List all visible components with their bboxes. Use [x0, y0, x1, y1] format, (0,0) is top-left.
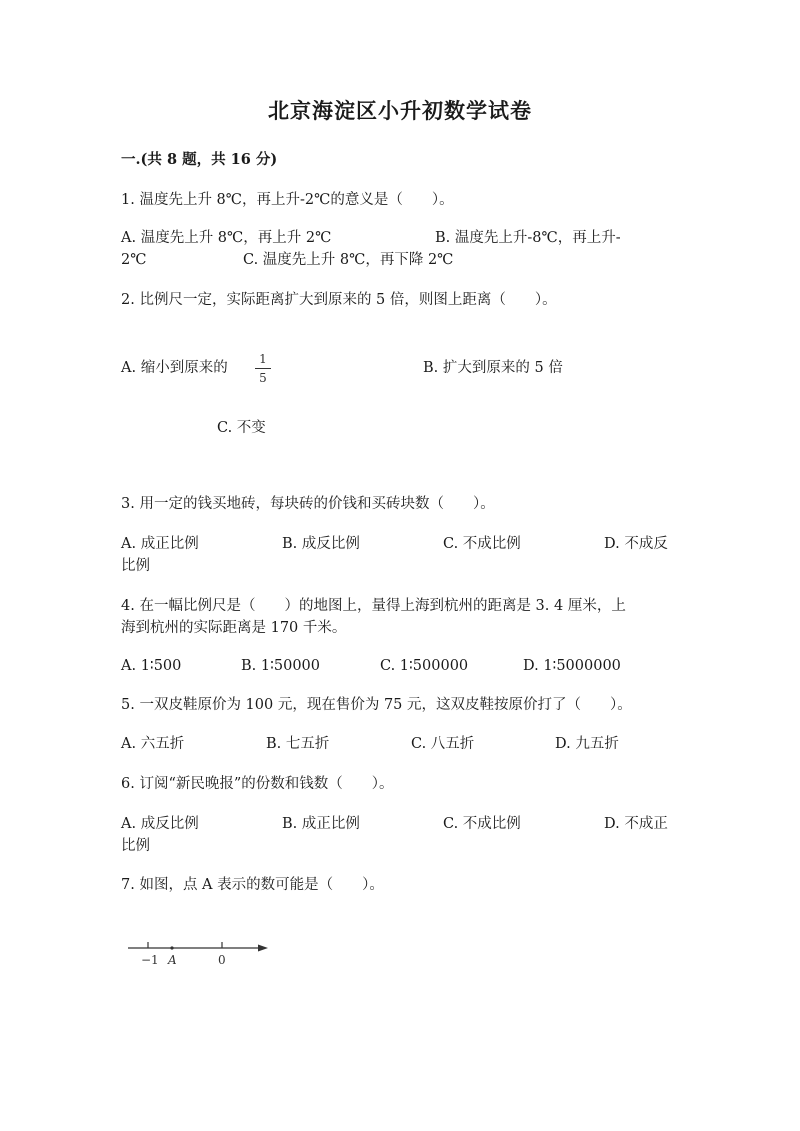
- option-b: B. 温度先上升-8℃，再上升-: [435, 230, 621, 246]
- option-d: D. 九五折: [555, 736, 619, 752]
- label-zero: 0: [218, 953, 226, 967]
- fraction-bar: [255, 368, 271, 369]
- question-stem: 4. 在一幅比例尺是（ ）的地图上，量得上海到杭州的距离是 3. 4 厘米，上: [121, 598, 626, 614]
- option-c: C. 温度先上升 8℃，再下降 2℃: [243, 252, 454, 268]
- option-d: D. 不成反: [604, 536, 668, 552]
- option-b: B. 成正比例: [282, 816, 360, 832]
- question-stem: 3. 用一定的钱买地砖，每块砖的价钱和买砖块数（ ）。: [121, 496, 495, 512]
- fraction-numerator: 1: [259, 352, 267, 366]
- option-b: B. 扩大到原来的 5 倍: [423, 360, 563, 376]
- option-d: D. 1∶5000000: [523, 658, 621, 674]
- option-a: A. 成反比例: [121, 816, 199, 832]
- question-stem: 2. 比例尺一定，实际距离扩大到原来的 5 倍，则图上距离（ ）。: [121, 292, 557, 308]
- option-c: C. 不成比例: [443, 536, 521, 552]
- option-d: D. 不成正: [604, 816, 668, 832]
- question-stem: 1. 温度先上升 8℃，再上升-2℃的意义是（ ）。: [121, 192, 454, 208]
- option-b: B. 七五折: [266, 736, 330, 752]
- page-title: 北京海淀区小升初数学试卷: [268, 98, 532, 123]
- option-b: B. 1∶50000: [241, 658, 320, 674]
- option-d-continued: 比例: [121, 558, 150, 574]
- question-stem: 6. 订阅“新民晚报”的份数和钱数（ ）。: [121, 776, 394, 792]
- option-b: B. 成反比例: [282, 536, 360, 552]
- option-c: C. 不变: [217, 420, 266, 436]
- label-point-a: A: [168, 953, 177, 967]
- fraction-one-fifth: [255, 352, 271, 385]
- section-header: 一.(共 8 题，共 16 分): [121, 151, 278, 168]
- fraction-denominator: 5: [259, 371, 267, 385]
- option-c: C. 不成比例: [443, 816, 521, 832]
- number-line-figure: [124, 936, 274, 972]
- option-c: C. 1∶500000: [380, 658, 469, 674]
- question-stem: 5. 一双皮鞋原价为 100 元，现在售价为 75 元，这双皮鞋按原价打了（ ）。: [121, 697, 632, 713]
- question-stem: 7. 如图，点 A 表示的数可能是（ ）。: [121, 877, 384, 893]
- option-d-continued: 比例: [121, 838, 150, 854]
- question-stem-continued: 海到杭州的实际距离是 170 千米。: [121, 620, 347, 636]
- label-minus-one: −1: [141, 953, 159, 967]
- option-a: A. 缩小到原来的: [121, 360, 228, 376]
- option-a: A. 温度先上升 8℃，再上升 2℃: [121, 230, 332, 246]
- option-c: C. 八五折: [411, 736, 475, 752]
- option-a: A. 六五折: [121, 736, 185, 752]
- option-a: A. 成正比例: [121, 536, 199, 552]
- point-a-marker: [170, 946, 173, 949]
- option-a: A. 1∶500: [121, 658, 182, 674]
- option-b-continued: 2℃: [121, 252, 147, 268]
- number-line-arrow-icon: [258, 945, 268, 952]
